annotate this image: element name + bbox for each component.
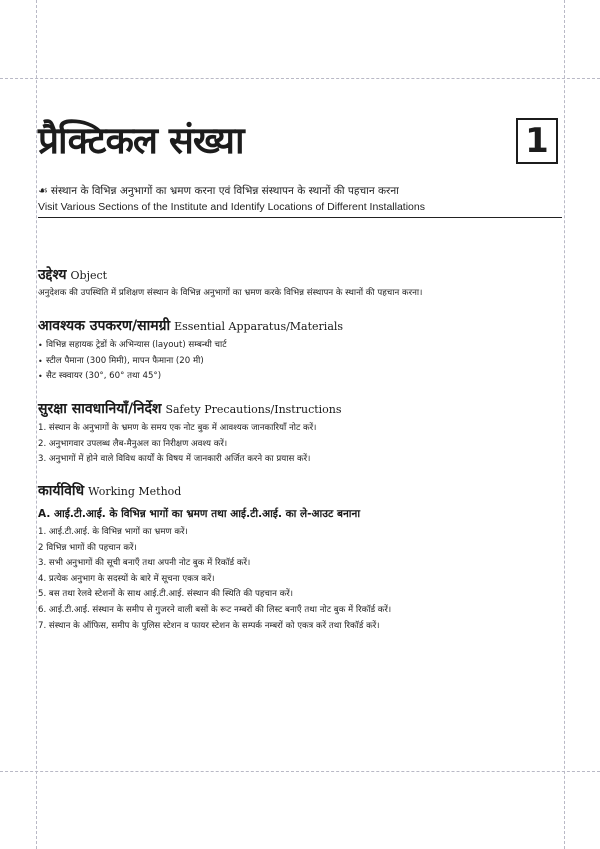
apparatus-heading-hindi: आवश्यक उपकरण/सामग्री [38, 318, 171, 334]
list-item: • सैट स्क्वायर (30°, 60° तथा 45°) [38, 369, 562, 385]
object-section [38, 266, 562, 301]
subtitle-hindi [38, 184, 399, 198]
list-item: 3. अनुभागों में होने वाले विविध कार्यों के विषय में जानकारी अर्जित करने का प्रयास करें। [38, 454, 311, 465]
object-heading [38, 266, 562, 285]
method-heading-english: Working Method [88, 485, 182, 498]
apparatus-list [38, 338, 562, 385]
object-heading-hindi: उद्देश्य [38, 267, 67, 283]
title-divider [38, 217, 562, 218]
list-item: • स्टील पैमाना (300 मिमी), मापन फैमाना (20 मी) [38, 354, 562, 370]
list-item: 7. संस्थान के ऑफिस, समीप के पुलिस स्टेशन व फायर स्टेशन के सम्पर्क नम्बरों को एकत्र करें तथा रिकॉर्ड करें। [38, 620, 380, 631]
method-section [38, 482, 562, 634]
crop-guide-top [0, 78, 600, 79]
method-subheading: A. आई.टी.आई. के विभिन्न भागों का भ्रमण तथा आई.टी.आई. का ले-आउट बनाना [38, 508, 361, 520]
apparatus-section [38, 317, 562, 385]
apparatus-heading-english: Essential Apparatus/Materials [174, 320, 344, 333]
safety-heading [38, 400, 562, 419]
method-heading-hindi: कार्यविधि [38, 483, 85, 499]
safety-list [38, 421, 562, 468]
list-item: 5. बस तथा रेलवे स्टेशनों के साथ आई.टी.आई. संस्थान की स्थिति की पहचान करें। [38, 589, 293, 600]
safety-heading-hindi: सुरक्षा सावधानियाँ/निर्देश [38, 401, 162, 417]
crop-guide-left [36, 0, 37, 849]
list-item: 4. प्रत्येक अनुभाग के सदस्यों के बारे में सूचना एकत्र करें। [38, 573, 215, 584]
list-item: 1. आई.टी.आई. के विभिन्न भागों का भ्रमण करें। [38, 527, 188, 537]
list-item: 2 विभिन्न भागों की पहचान करें। [38, 542, 137, 553]
practical-number-box: 1 [516, 118, 558, 164]
crop-guide-right [564, 0, 565, 849]
object-text: अनुदेशक की उपस्थिति में प्रशिक्षण संस्थान के विभिन्न अनुभागों का भ्रमण करके विभिन्न संस्थापन के स्थानों की पहचान करना। [38, 288, 423, 298]
pointer-icon: ☙ [38, 184, 48, 197]
list-item: • विभिन्न सहायक ट्रेडों के अभिन्यास (layout) सम्बन्धी चार्ट [38, 338, 562, 354]
object-heading-english: Object [70, 269, 108, 282]
method-heading [38, 482, 562, 501]
list-item: 6. आई.टी.आई. संस्थान के समीप से गुजरने वाली बसों के रूट नम्बरों की लिस्ट बनाएँ तथा नोट बुक में रिकॉर्ड करें। [38, 604, 392, 615]
apparatus-heading [38, 317, 562, 336]
subtitle-english: Visit Various Sections of the Institute and Identify Locations of Different Installations [38, 201, 425, 213]
subtitle-hindi-text: संस्थान के विभिन्न अनुभागों का भ्रमण करना एवं विभिन्न संस्थापन के स्थानों की पहचान करना [50, 185, 399, 197]
list-item: 2. अनुभागवार उपलब्ध लैब-मैनुअल का निरीक्षण अवश्य करें। [38, 438, 228, 449]
crop-guide-bottom [0, 771, 600, 772]
method-steps [38, 525, 562, 634]
safety-section [38, 400, 562, 468]
list-item: 1. संस्थान के अनुभागों के भ्रमण के समय एक नोट बुक में आवश्यक जानकारियाँ नोट करें। [38, 423, 317, 433]
page-title: प्रैक्टिकल संख्या [38, 119, 244, 162]
list-item: 3. सभी अनुभागों की सूची बनाएँ तथा अपनी नोट बुक में रिकॉर्ड करें। [38, 558, 251, 569]
safety-heading-english: Safety Precautions/Instructions [165, 403, 342, 416]
